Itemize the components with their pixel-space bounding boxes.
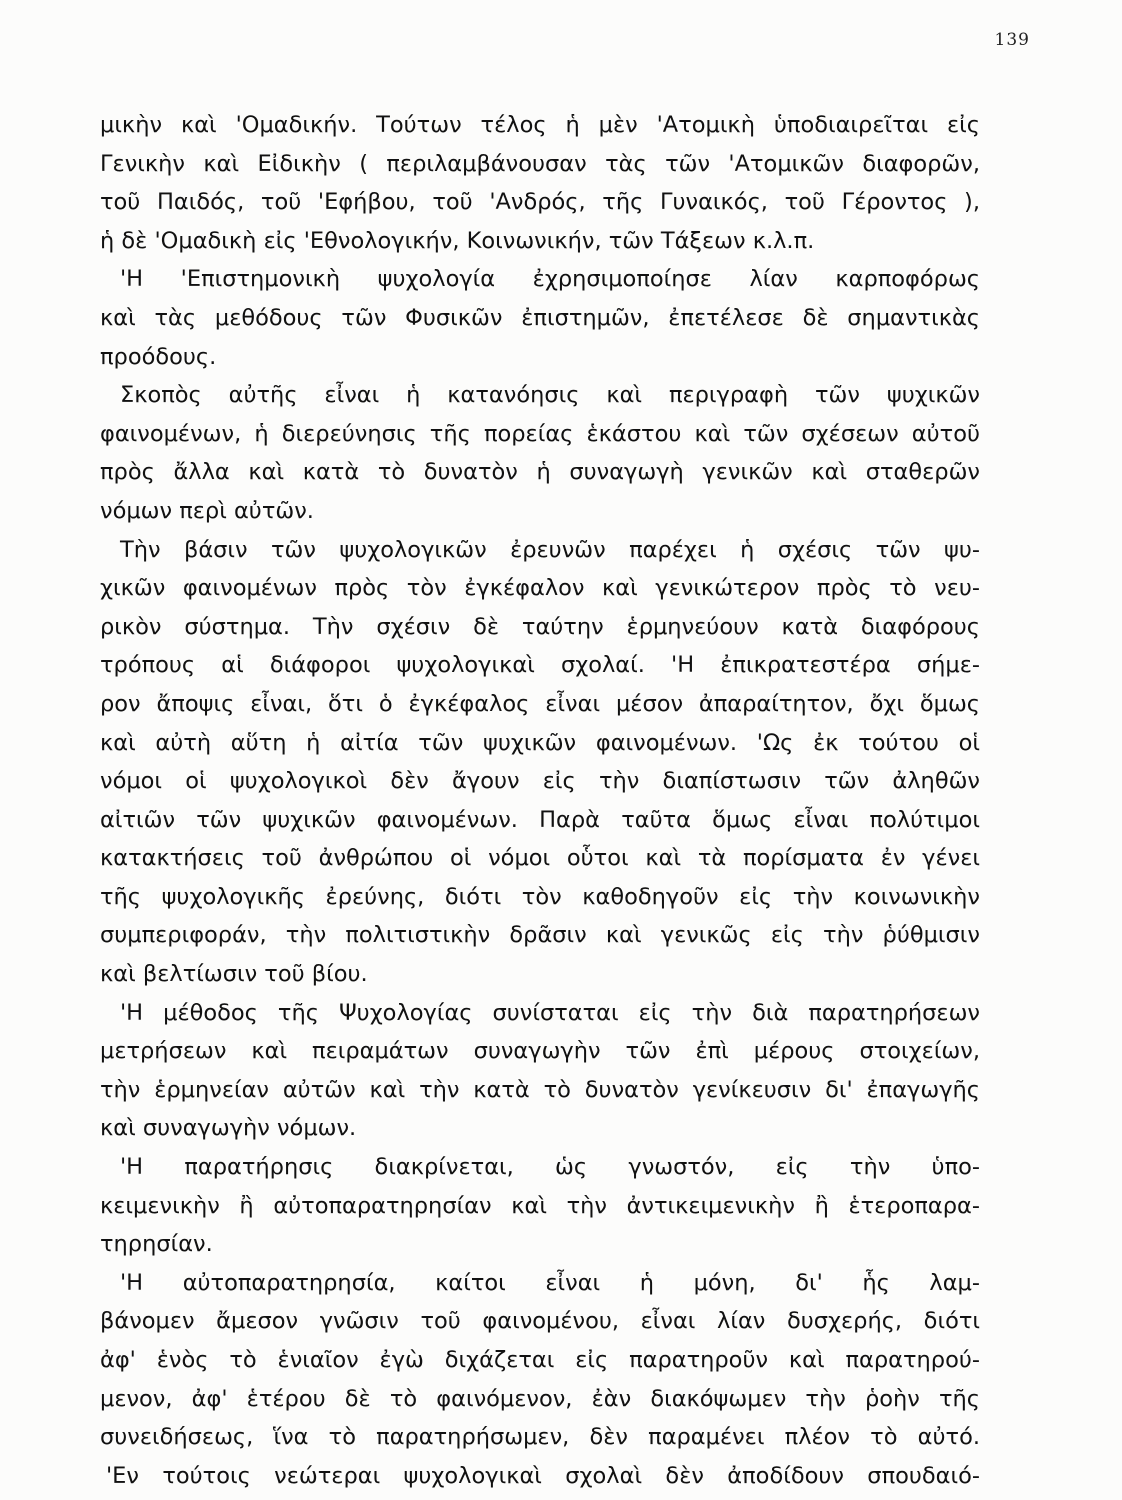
text-line: κειμενικὴν ἢ αὐτοπαρατηρησίαν καὶ τὴν ἀντικειμενικὴν ἢ ἑτεροπαρα-: [100, 1192, 980, 1219]
text-line: συμπεριφοράν, τὴν πολιτιστικὴν δρᾶσιν καὶ γενικῶς εἰς τὴν ῥύθμισιν: [100, 922, 980, 949]
text-line: καὶ συναγωγὴν νόμων.: [100, 1115, 357, 1142]
text-line: αἰτιῶν τῶν ψυχικῶν φαινομένων. Παρὰ ταῦτα ὅμως εἶναι πολύτιμοι: [100, 806, 980, 833]
text-line: ρικὸν σύστημα. Τὴν σχέσιν δὲ ταύτην ἑρμηνεύουν κατὰ διαφόρους: [100, 613, 980, 640]
text-line: πρὸς ἄλλα καὶ κατὰ τὸ δυνατὸν ἡ συναγωγὴ γενικῶν καὶ σταθερῶν: [100, 459, 980, 486]
text-line: Σκοπὸς αὐτῆς εἶναι ἡ κατανόησις καὶ περιγραφὴ τῶν ψυχικῶν: [120, 382, 980, 409]
text-line: καὶ αὐτὴ αὕτη ἡ αἰτία τῶν ψυχικῶν φαινομένων. 'Ως ἐκ τούτου οἱ: [100, 729, 980, 756]
text-line: Γενικὴν καὶ Εἰδικὴν ( περιλαμβάνουσαν τὰς τῶν 'Ατομικῶν διαφορῶν,: [100, 150, 980, 177]
text-line: καὶ τὰς μεθόδους τῶν Φυσικῶν ἐπιστημῶν, ἐπετέλεσε δὲ σημαντικὰς: [100, 304, 980, 331]
text-line: κατακτήσεις τοῦ ἀνθρώπου οἱ νόμοι οὗτοι καὶ τὰ πορίσματα ἐν γένει: [100, 845, 980, 872]
text-line: βάνομεν ἄμεσον γνῶσιν τοῦ φαινομένου, εἶναι λίαν δυσχερής, διότι: [100, 1308, 980, 1335]
text-line: νόμοι οἱ ψυχολογικοὶ δὲν ἄγουν εἰς τὴν διαπίστωσιν τῶν ἀληθῶν: [100, 768, 980, 795]
text-line: μικὴν καὶ 'Ομαδικήν. Τούτων τέλος ἡ μὲν 'Ατομικὴ ὑποδιαιρεῖται εἰς: [100, 112, 980, 138]
text-line: τῆς ψυχολογικῆς ἐρεύνης, διότι τὸν καθοδηγοῦν εἰς τὴν κοινωνικὴν: [100, 883, 980, 910]
text-line: ἡ δὲ 'Ομαδικὴ εἰς 'Εθνολογικήν, Κοινωνικήν, τῶν Τάξεων κ.λ.π.: [100, 227, 815, 254]
text-line: 'Η παρατήρησις διακρίνεται, ὡς γνωστόν, εἰς τὴν ὑπο-: [120, 1154, 980, 1181]
text-line: χικῶν φαινομένων πρὸς τὸν ἐγκέφαλον καὶ γενικώτερον πρὸς τὸ νευ-: [100, 575, 980, 602]
text-line: ρον ἄποψις εἶναι, ὅτι ὁ ἐγκέφαλος εἶναι μέσον ἀπαραίτητον, ὄχι ὅμως: [100, 690, 980, 717]
text-line: προόδους.: [100, 343, 217, 370]
text-line: τρόπους αἱ διάφοροι ψυχολογικαὶ σχολαί. 'Η ἐπικρατεστέρα σήμε-: [100, 652, 980, 679]
text-line: τοῦ Παιδός, τοῦ 'Εφήβου, τοῦ 'Ανδρός, τῆς Γυναικός, τοῦ Γέροντος ),: [100, 189, 980, 216]
text-line: νόμων περὶ αὐτῶν.: [100, 497, 314, 524]
text-line: τὴν ἑρμηνείαν αὐτῶν καὶ τὴν κατὰ τὸ δυνατὸν γενίκευσιν δι' ἐπαγωγῆς: [100, 1076, 980, 1103]
text-line: μετρήσεων καὶ πειραμάτων συναγωγὴν τῶν ἐπὶ μέρους στοιχείων,: [100, 1038, 980, 1065]
text-line: μενον, ἀφ' ἑτέρου δὲ τὸ φαινόμενον, ἐὰν διακόψωμεν τὴν ῥοὴν τῆς: [100, 1385, 980, 1412]
text-line: 'Η μέθοδος τῆς Ψυχολογίας συνίσταται εἰς τὴν διὰ παρατηρήσεων: [120, 999, 980, 1026]
text-line: ἀφ' ἑνὸς τὸ ἑνιαῖον ἐγὼ διχάζεται εἰς παρατηροῦν καὶ παρατηρού-: [100, 1347, 980, 1373]
text-line: φαινομένων, ἡ διερεύνησις τῆς πορείας ἑκάστου καὶ τῶν σχέσεων αὐτοῦ: [100, 420, 980, 447]
text-line: συνειδήσεως, ἵνα τὸ παρατηρήσωμεν, δὲν παραμένει πλέον τὸ αὐτό.: [100, 1424, 980, 1451]
body-text: [100, 106, 980, 1495]
text-line: καὶ βελτίωσιν τοῦ βίου.: [100, 961, 368, 988]
text-line: Τὴν βάσιν τῶν ψυχολογικῶν ἐρευνῶν παρέχει ἡ σχέσις τῶν ψυ-: [120, 536, 980, 563]
text-line: τηρησίαν.: [100, 1231, 213, 1258]
page-number: 139: [994, 30, 1030, 50]
text-line: 'Εν τούτοις νεώτεραι ψυχολογικαὶ σχολαὶ δὲν ἀποδίδουν σπουδαιό-: [106, 1462, 980, 1489]
text-line: 'Η αὐτοπαρατηρησία, καίτοι εἶναι ἡ μόνη, δι' ἧς λαμ-: [120, 1269, 980, 1296]
text-line: 'Η 'Επιστημονικὴ ψυχολογία ἐχρησιμοποίησε λίαν καρποφόρως: [120, 266, 980, 293]
